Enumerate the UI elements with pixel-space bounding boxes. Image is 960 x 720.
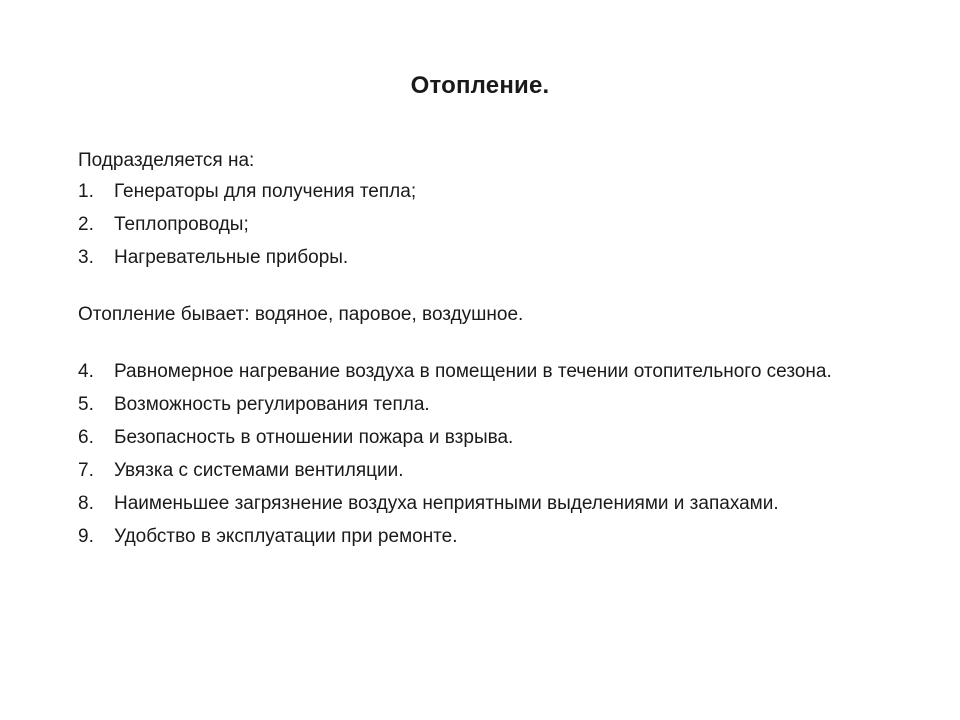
list-item-text: Увязка с системами вентиляции. — [114, 460, 404, 481]
list-item-number: 6. — [78, 427, 94, 448]
list-item-text: Равномерное нагревание воздуха в помещении в течении отопительного сезона. — [114, 361, 832, 382]
list-item — [78, 177, 918, 206]
list-item — [78, 357, 918, 386]
list-item-text: Возможность регулирования тепла. — [114, 394, 430, 415]
list-item-number: 9. — [78, 526, 94, 547]
list-item — [78, 390, 918, 419]
list-item-number: 1. — [78, 181, 94, 202]
list-item-text: Генераторы для получения тепла; — [114, 181, 417, 202]
list-item-number: 8. — [78, 493, 94, 514]
spacer — [78, 276, 918, 300]
list-item — [78, 522, 918, 551]
list-item-text: Удобство в эксплуатации при ремонте. — [114, 526, 458, 547]
list-item — [78, 423, 918, 452]
list-item-number: 3. — [78, 247, 94, 268]
slide-title: Отопление. — [410, 72, 550, 99]
list-item — [78, 243, 918, 272]
list-item-number: 7. — [78, 460, 94, 481]
list-item-text: Теплопроводы; — [114, 214, 249, 235]
list-item-text: Нагревательные приборы. — [114, 247, 349, 268]
list-item — [78, 210, 918, 239]
list-item — [78, 489, 918, 518]
intro-text: Подразделяется на: — [78, 150, 255, 171]
list-item-text: Безопасность в отношении пожара и взрыва. — [114, 427, 514, 448]
requirements-list — [78, 357, 918, 551]
spacer — [78, 329, 918, 357]
heating-types-text: Отопление бывает: водяное, паровое, воздушное. — [78, 304, 524, 325]
list-item-text: Наименьшее загрязнение воздуха неприятными выделениями и запахами. — [114, 493, 779, 514]
list-item — [78, 456, 918, 485]
components-list — [78, 177, 918, 272]
list-item-number: 2. — [78, 214, 94, 235]
list-item-number: 4. — [78, 361, 94, 382]
slide-content — [78, 146, 918, 555]
list-item-number: 5. — [78, 394, 94, 415]
